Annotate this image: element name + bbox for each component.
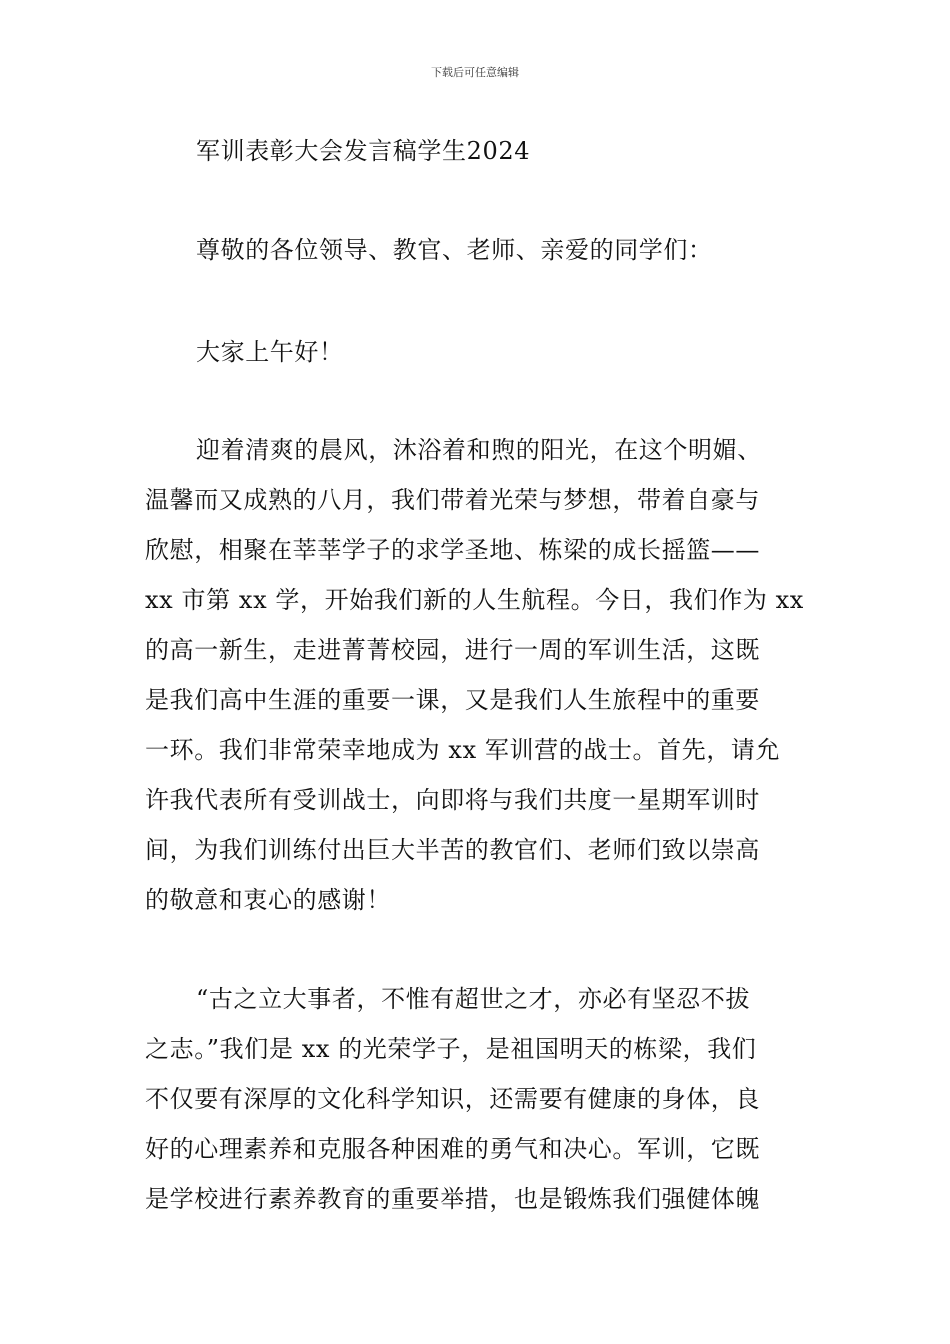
paragraph-line: 是学校进行素养教育的重要举措，也是锻炼我们强健体魄 [145, 1185, 760, 1213]
paragraph-line: 的高一新生，走进菁菁校园，进行一周的军训生活，这既 [145, 636, 760, 664]
paragraph-line: 不仅要有深厚的文化科学知识，还需要有健康的身体，良 [145, 1085, 760, 1113]
paragraph-line: 之志。”我们是 xx 的光荣学子，是祖国明天的栋梁，我们 [145, 1035, 757, 1063]
document-title: 军训表彰大会发言稿学生2024 [196, 137, 531, 165]
paragraph-line: “古之立大事者，不惟有超世之才，亦必有坚忍不拔 [196, 985, 751, 1013]
salutation: 尊敬的各位领导、教官、老师、亲爱的同学们： [196, 236, 713, 264]
paragraph-line: 的敬意和衷心的感谢！ [145, 886, 391, 914]
paragraph-line: 温馨而又成熟的八月，我们带着光荣与梦想，带着自豪与 [145, 486, 760, 514]
paragraph-line: 间，为我们训练付出巨大半苦的教官们、老师们致以崇高 [145, 836, 760, 864]
paragraph-line: 一环。我们非常荣幸地成为 xx 军训营的战士。首先，请允 [145, 736, 781, 764]
greeting: 大家上午好！ [196, 338, 344, 366]
paragraph-line: 欣慰，相聚在莘莘学子的求学圣地、栋梁的成长摇篮—— [145, 536, 760, 564]
paragraph-line: 是我们高中生涯的重要一课，又是我们人生旅程中的重要 [145, 686, 760, 714]
paragraph-line: 好的心理素养和克服各种困难的勇气和决心。军训，它既 [145, 1135, 760, 1163]
page-header: 下载后可任意编辑 [431, 66, 519, 79]
paragraph-line: 迎着清爽的晨风，沐浴着和煦的阳光，在这个明媚、 [196, 436, 762, 464]
paragraph-line: 许我代表所有受训战士，向即将与我们共度一星期军训时 [145, 786, 760, 814]
paragraph-line: xx 市第 xx 学，开始我们新的人生航程。今日，我们作为 xx [145, 586, 804, 614]
